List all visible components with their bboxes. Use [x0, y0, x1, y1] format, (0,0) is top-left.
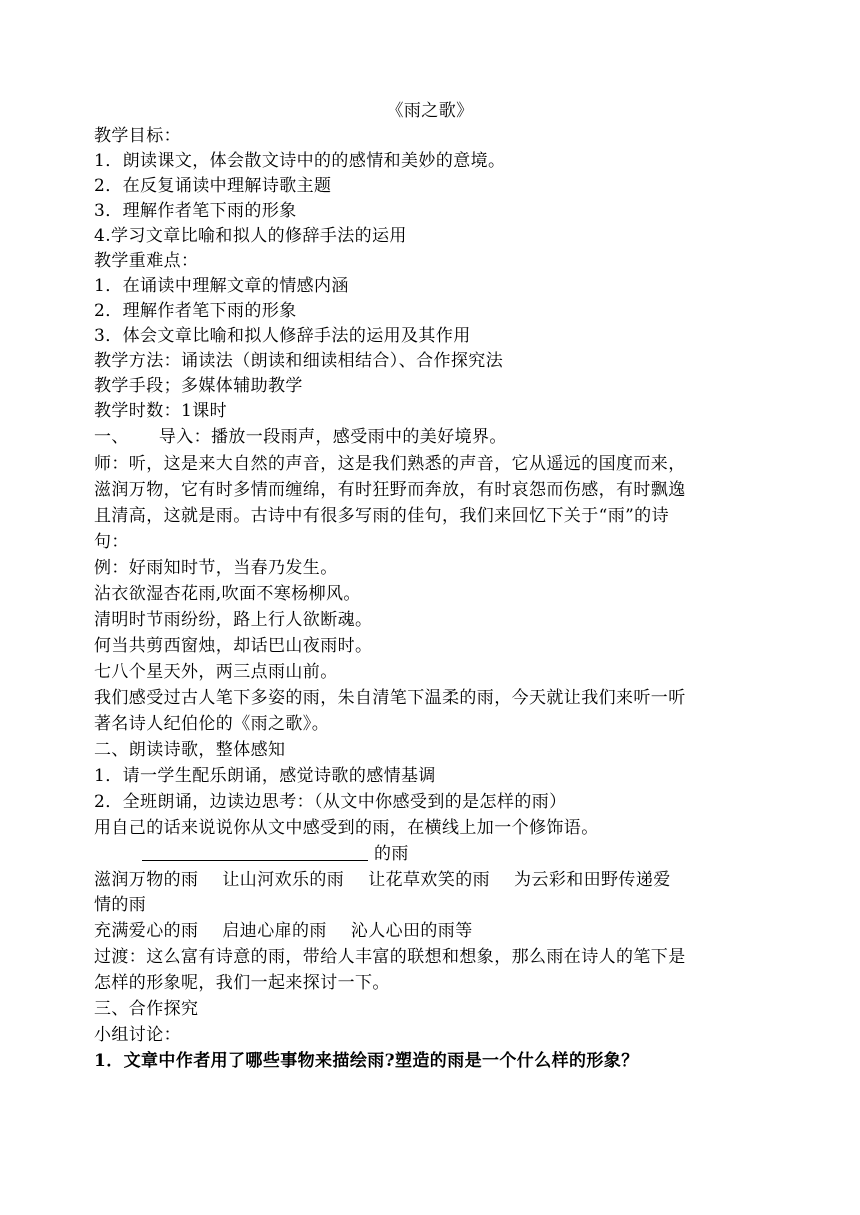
section2-item: 用自己的话来说说你从文中感受到的雨，在横线上加一个修饰语。	[94, 818, 599, 838]
transition-line: 我们感受过古人笔下多姿的雨，朱自清笔下温柔的雨，今天就让我们来听一听	[94, 688, 686, 708]
teacher-line: 且清高，这就是雨。古诗中有很多写雨的佳句，我们来回忆下关于“雨”的诗	[94, 506, 669, 526]
goals-heading: 教学目标：	[94, 126, 181, 146]
answers-row	[94, 918, 774, 944]
answer-blank	[142, 842, 368, 861]
method-line: 教学方法：诵读法（朗读和细读相结合）、合作探究法	[94, 351, 504, 371]
group-heading: 小组讨论：	[94, 1025, 181, 1045]
key-heading: 教学重难点：	[94, 251, 199, 271]
answer-item: 让山河欢乐的雨	[222, 870, 345, 890]
poem-line: 七八个星天外，两三点雨山前。	[94, 662, 338, 682]
section2-item: 1．请一学生配乐朗诵，感觉诗歌的感情基调	[94, 766, 436, 786]
transition-line: 过渡：这么富有诗意的雨，带给人丰富的联想和想象，那么雨在诗人的笔下是	[94, 947, 686, 967]
answers-row-cont: 情的雨	[94, 895, 147, 915]
transition-line: 著名诗人纪伯伦的《雨之歌》。	[94, 714, 330, 734]
goal-item: 2．在反复诵读中理解诗歌主题	[94, 176, 332, 196]
answer-item: 沁人心田的雨等	[350, 921, 473, 941]
transition-line: 怎样的形象呢，我们一起来探讨一下。	[94, 973, 390, 993]
goal-item: 1．朗读课文，体会散文诗中的的感情和美妙的意境。	[94, 151, 506, 171]
teacher-line: 句：	[94, 532, 129, 552]
question-item: 1．文章中作者用了哪些事物来描绘雨?塑造的雨是一个什么样的形象？	[94, 1051, 639, 1071]
answer-item: 启迪心扉的雨	[222, 921, 327, 941]
goal-item: 3．理解作者笔下雨的形象	[94, 201, 297, 221]
poem-line: 何当共剪西窗烛，却话巴山夜雨时。	[94, 636, 373, 656]
poem-line: 例：好雨知时节，当春乃发生。	[94, 558, 338, 578]
section2-heading: 二、朗读诗歌，整体感知	[94, 740, 286, 760]
poem-line: 沾衣欲湿杏花雨,吹面不寒杨柳风。	[94, 584, 361, 604]
key-item: 2．理解作者笔下雨的形象	[94, 301, 297, 321]
key-item: 1．在诵读中理解文章的情感内涵	[94, 276, 349, 296]
hours-line: 教学时数：1课时	[94, 401, 228, 421]
goal-item: 4.学习文章比喻和拟人的修辞手法的运用	[94, 226, 407, 246]
key-item: 3．体会文章比喻和拟人修辞手法的运用及其作用	[94, 326, 471, 346]
answers-row	[94, 867, 774, 893]
section1-heading	[94, 424, 774, 450]
section1-number: 一、	[94, 427, 129, 447]
teacher-line: 师：听，这是来大自然的声音，这是我们熟悉的声音，它从遥远的国度而来，	[94, 454, 686, 474]
section2-item: 2．全班朗诵，边读边思考：（从文中你感受到的是怎样的雨）	[94, 792, 567, 812]
fill-blank-line	[94, 841, 822, 867]
answer-item: 充满爱心的雨	[94, 921, 199, 941]
answer-item: 让花草欢笑的雨	[368, 870, 491, 890]
section1-text: 导入：播放一段雨声，感受雨中的美好境界。	[158, 427, 507, 447]
teacher-line: 滋润万物，它有时多情而缠绵，有时狂野而奔放，有时哀怨而伤感，有时飘逸	[94, 480, 686, 500]
answer-item: 为云彩和田野传递爱	[514, 870, 671, 890]
blank-suffix: 的雨	[374, 844, 409, 864]
answer-item: 滋润万物的雨	[94, 870, 199, 890]
section3-heading: 三、合作探究	[94, 999, 199, 1019]
page-title: 《雨之歌》	[386, 101, 474, 121]
means-line: 教学手段；多媒体辅助教学	[94, 376, 303, 396]
poem-line: 清明时节雨纷纷，路上行人欲断魂。	[94, 610, 373, 630]
